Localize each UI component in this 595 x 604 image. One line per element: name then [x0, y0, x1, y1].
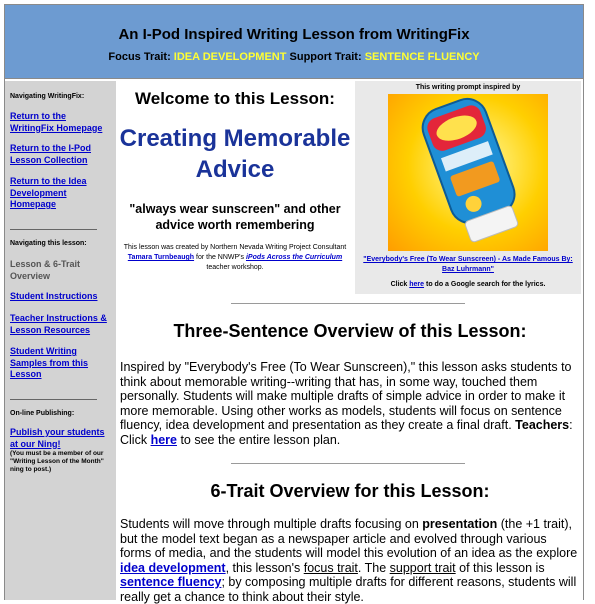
sidebar-link-ipod-collection[interactable]: Return to the I-Pod Lesson Collection: [10, 143, 91, 165]
sidebar-link-idea-development[interactable]: Return to the Idea Development Homepage: [10, 176, 87, 209]
sidebar-link-homepage[interactable]: Return to the WritingFix Homepage: [10, 111, 103, 133]
sidebar-publish-heading: On-line Publishing:: [10, 410, 75, 417]
presentation-term: presentation: [422, 517, 498, 531]
section-divider: [231, 463, 465, 464]
lyrics-search-link[interactable]: here: [409, 281, 425, 288]
trait-text: of this lesson is: [455, 560, 545, 575]
overview-heading: Three-Sentence Overview of this Lesson:: [173, 321, 527, 341]
trait-text: , this lesson's: [225, 560, 304, 575]
credit-text: teacher workshop.: [206, 264, 264, 271]
sidebar-lesson-heading: Navigating this lesson:: [10, 240, 87, 247]
sidebar-publish-note: (You must be a member of our "Writing Lesson of the Month" ning to post.): [10, 450, 104, 473]
welcome-heading: Welcome to this Lesson:: [135, 89, 335, 108]
sidebar-divider: [10, 399, 97, 400]
lesson-credit: [121, 243, 349, 273]
lesson-plan-link[interactable]: here: [150, 432, 177, 447]
sidebar: [5, 81, 116, 600]
credit-text: for the NNWP's: [194, 254, 246, 261]
support-trait-term: support trait: [389, 560, 456, 575]
sidebar-link-ning[interactable]: Publish your students at our Ning!: [10, 427, 105, 449]
workshop-link[interactable]: iPods Across the Curriculum: [245, 254, 343, 261]
trait-line: [5, 51, 583, 63]
sentence-fluency-link[interactable]: sentence fluency: [120, 575, 222, 589]
focus-trait-value: IDEA DEVELOPMENT: [173, 51, 287, 63]
focus-trait-term: focus trait: [303, 560, 358, 575]
lyrics-text: Click: [390, 281, 410, 288]
sunscreen-bottle-graphic: [388, 94, 548, 251]
trait-text: Students will move through multiple drafts focusing on: [120, 517, 423, 531]
focus-trait-label: Focus Trait:: [108, 51, 171, 63]
lyrics-search-line: [355, 281, 581, 288]
lesson-title: Creating Memorable Advice: [119, 125, 351, 183]
trait-text: . The: [357, 560, 390, 575]
trait-text: ; by composing multiple drafts for different reasons, students will really get a chance to think about their style.: [120, 575, 577, 604]
main-content: [117, 81, 583, 604]
lyrics-text: to do a Google search for the lyrics.: [424, 281, 546, 288]
overview-paragraph: [120, 360, 580, 447]
support-trait-value: SENTENCE FLUENCY: [364, 51, 480, 63]
teachers-label: Teachers: [515, 418, 570, 432]
song-promo-box: [355, 81, 581, 294]
sidebar-nav-heading: Navigating WritingFix:: [10, 93, 85, 100]
overview-text: Inspired by "Everybody's Free (To Wear Sunscreen)," this lesson asks students to think about memorable writing--writing that has, in some way, touched them personally. Students will make multiple drafts of simple advice in order to make it more memorable. Using other works as models, students will focus on sentence fluency, idea development and presentation as they create a final draft.: [120, 360, 572, 432]
six-trait-heading: 6-Trait Overview for this Lesson:: [210, 481, 490, 501]
overview-text: to see the entire lesson plan.: [176, 432, 341, 447]
support-trait-label: Support Trait:: [289, 51, 362, 63]
song-link[interactable]: "Everybody's Free (To Wear Sunscreen) - As Made Famous By: Baz Luhrmann": [363, 256, 573, 273]
idea-development-link[interactable]: idea development: [120, 560, 226, 575]
sidebar-link-student-samples[interactable]: Student Writing Samples from this Lesson: [10, 346, 89, 379]
credit-text: This lesson was created by Northern Nevada Writing Project Consultant: [123, 244, 347, 251]
sidebar-divider: [10, 229, 97, 230]
section-divider: [231, 303, 465, 304]
trait-text: (the +1 trait), but the model text began as a newspaper article and evolved through various forms of media, and the students will model this evolution of an idea as the explore: [120, 517, 578, 560]
overview-text: : Click: [120, 418, 573, 447]
sidebar-link-teacher-instructions[interactable]: Teacher Instructions & Lesson Resources: [10, 313, 107, 335]
page-header: [5, 5, 583, 79]
six-trait-paragraph: [120, 517, 580, 604]
promo-caption: [359, 255, 577, 275]
sunscreen-image[interactable]: [388, 94, 548, 251]
site-title: An I-Pod Inspired Writing Lesson from WritingFix: [118, 26, 470, 43]
sidebar-link-student-instructions[interactable]: Student Instructions: [10, 291, 98, 301]
author-link[interactable]: Tamara Turnbeaugh: [127, 254, 195, 261]
sidebar-current-item: Lesson & 6-Trait Overview: [10, 259, 81, 281]
lesson-tagline: "always wear sunscreen" and other advice worth remembering: [129, 202, 341, 232]
promo-label: This writing prompt inspired by: [415, 84, 521, 91]
